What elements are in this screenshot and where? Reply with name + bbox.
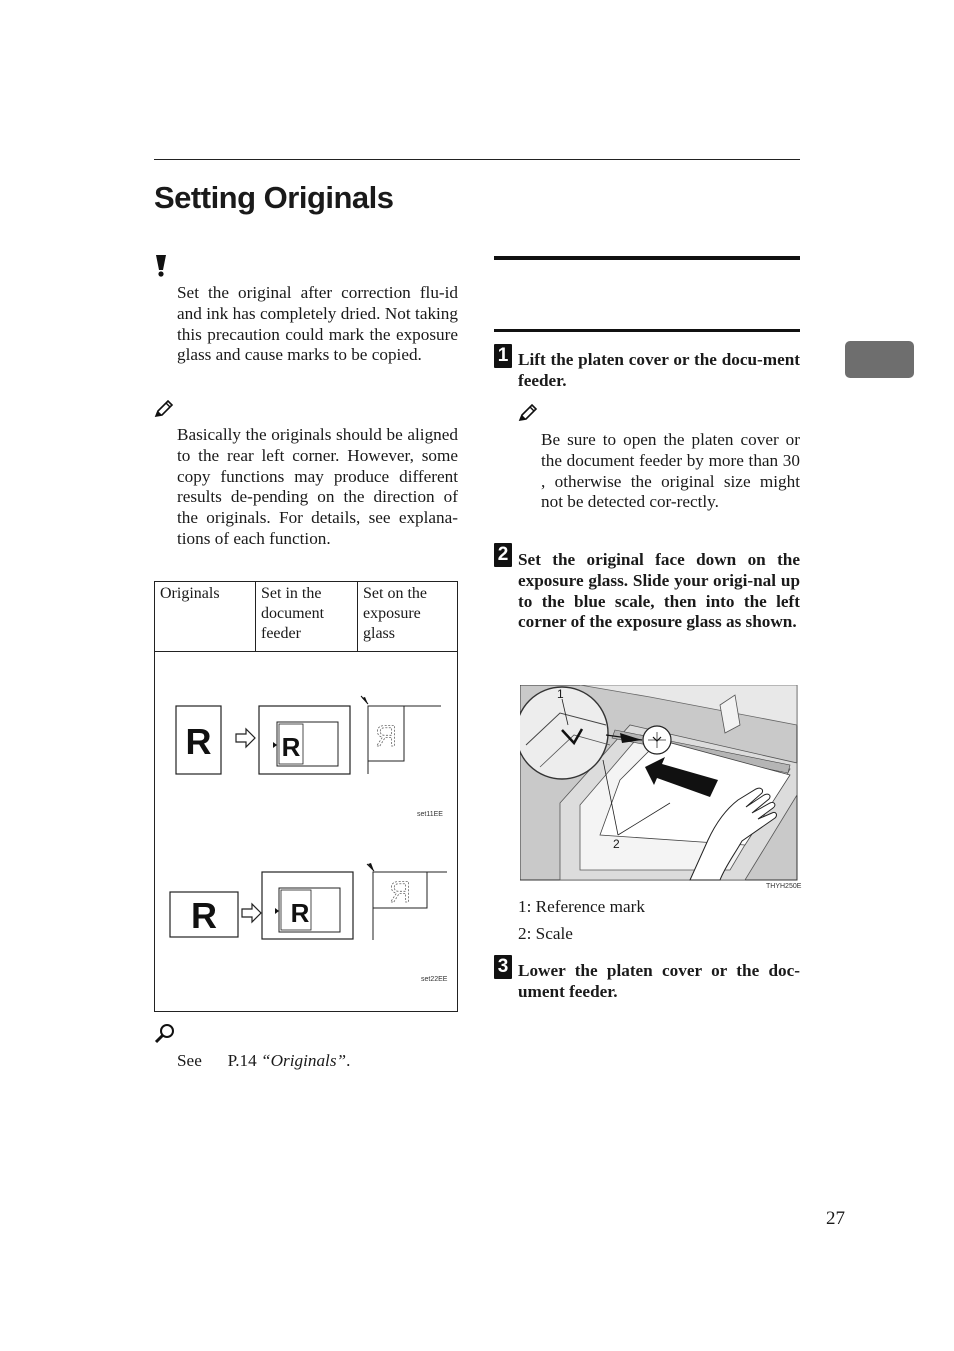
- section-rule-thick: [494, 256, 800, 260]
- note-pencil-icon: [518, 404, 538, 422]
- table-header-exposure-glass: Set on the exposure glass: [363, 585, 427, 642]
- page-title: Setting Originals: [154, 180, 394, 215]
- table-header-document-feeder: Set in the document feeder: [261, 585, 325, 642]
- table-header-divider: [155, 651, 457, 652]
- platen-glass-illustration: [520, 685, 798, 881]
- reference-line: [177, 1051, 458, 1072]
- step-1-note-text: Be sure to open the platen cover or the document feeder by more than 30 , otherwise the original size might not be detected cor-rectly.: [541, 430, 800, 512]
- note-pencil-icon: [154, 400, 174, 418]
- step-1-text: Lift the platen cover or the docu-ment feeder.: [518, 350, 800, 390]
- important-icon: [154, 255, 168, 277]
- magnifier-icon: [154, 1023, 176, 1045]
- originals-table: [154, 581, 458, 1012]
- chapter-tab: [845, 341, 914, 378]
- figure-code-set22EE: set22EE: [421, 976, 448, 983]
- reference-page: P.14: [227, 1051, 257, 1070]
- note-text: Basically the originals should be aligned to the rear left corner. However, some copy functions may produce different results de-pending on the direction of the originals. For details, see explana-tions of each function.: [177, 425, 458, 548]
- page-number: 27: [826, 1208, 845, 1229]
- step-3-number: 3: [494, 955, 512, 979]
- portrait-original-illustration: [155, 682, 457, 822]
- svg-text:R: R: [290, 898, 310, 928]
- table-column-divider: [255, 582, 256, 652]
- section-rule: [494, 329, 800, 332]
- step-3-text: Lower the platen cover or the doc-ument feeder.: [518, 961, 800, 1001]
- reference-suffix: .: [346, 1051, 351, 1070]
- svg-text:R: R: [281, 732, 301, 762]
- step-2-number: 2: [494, 543, 512, 567]
- figure-code: THYH250E: [766, 883, 802, 890]
- reference-prefix: See: [177, 1051, 202, 1070]
- reference-link[interactable]: “Originals”: [261, 1051, 347, 1070]
- svg-text:R: R: [191, 895, 217, 936]
- table-header-originals: Originals: [160, 585, 220, 602]
- top-rule: [154, 159, 800, 160]
- svg-text:R: R: [185, 721, 212, 762]
- landscape-original-illustration: [155, 852, 457, 972]
- important-note-text: Set the original after correction flu-id and ink has completely dried. Not taking this precaution could mark the exposure glass and cause marks to be copied.: [177, 283, 458, 365]
- step-1-number: 1: [494, 344, 512, 368]
- step-2-text: Set the original face down on the exposure glass. Slide your origi-nal up to the blue scale, then into the left corner of the exposure glass as shown.: [518, 550, 800, 632]
- legend-reference-mark: 1: Reference mark: [518, 897, 645, 916]
- figure-label-1: 1: [557, 687, 564, 701]
- svg-text:R: R: [389, 876, 411, 909]
- legend-scale: 2: Scale: [518, 924, 573, 943]
- table-column-divider: [357, 582, 358, 652]
- figure-code-set11EE: set11EE: [417, 811, 443, 818]
- figure-label-2: 2: [613, 837, 620, 851]
- svg-text:R: R: [375, 720, 397, 753]
